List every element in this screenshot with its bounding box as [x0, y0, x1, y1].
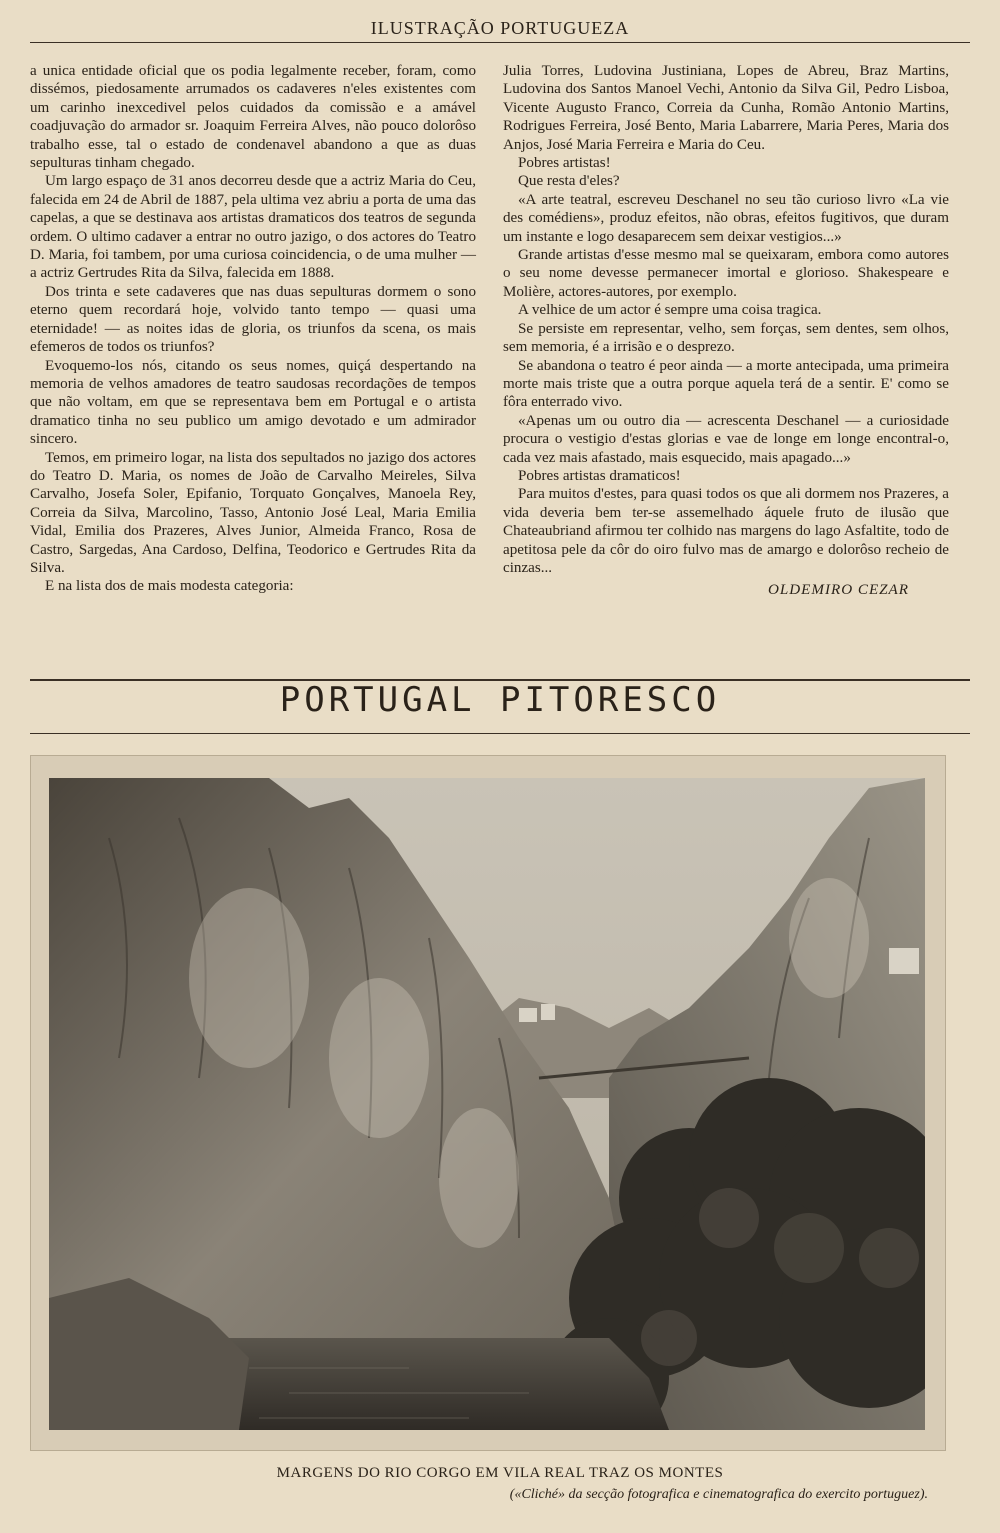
paragraph: a unica entidade oficial que os podia legalmente receber, foram, como dissémos, piedosamente arrumados os cadaveres n'eles existentes com um carinho inexcedivel pelos cuidados da comissão e a amável coadjuvação do armador sr. Joaquim Ferreira Alves, não pouco dolorôso trabalho esse, tal o estado de condenavel abandono a que as duas sepulturas tinham chegado.: [30, 63, 476, 172]
landscape-photo: [49, 778, 925, 1430]
paragraph: «Apenas um ou outro dia — acrescenta Deschanel — a curiosidade procura o vestigio d'estas glorias e vae de longe em longe encontral-o, cada vez mais afastado, mais esquecido, mais apagado...»: [503, 412, 949, 466]
author-signature: OLDEMIRO CEZAR: [767, 582, 909, 599]
paragraph: Grande artistas d'esse mesmo mal se queixaram, embora como autores o seu nome devesse permanecer imortal e glorioso. Shakespeare e Molière, actores-autores, por exemplo.: [503, 247, 949, 300]
paragraph: «A arte teatral, escreveu Deschanel no seu tão curioso livro «La vie des comédiens», produz efeitos, não obras, efeitos fugitivos, que duram um instante e logo desaparecem sem deixar vestigios...»: [503, 191, 949, 245]
photo-credit: («Cliché» da secção fotografica e cinematografica do exercito portuguez).: [509, 1487, 928, 1502]
paragraph: Pobres artistas!: [518, 155, 611, 172]
page-header: ILUSTRAÇÃO PORTUGUEZA: [370, 18, 630, 38]
header-rule: [30, 42, 970, 43]
paragraph: Julia Torres, Ludovina Justiniana, Lopes de Abreu, Braz Martins, Ludovina dos Santos Manoel Vechi, Antonio da Silva Gil, Pedro Lisboa, Vicente Augusto Franco, Correia da Cunha, Romão Antonio Martins, Rodrigues Ferreira, José Bento, Maria Labarrere, Maria Peres, Maria dos Anjos, José Maria Ferreira e Maria do Ceu.: [503, 63, 949, 153]
article-column-right: [503, 62, 949, 600]
article-column-left: [30, 62, 476, 596]
paragraph: Um largo espaço de 31 anos decorreu desde que a actriz Maria do Ceu, falecida em 24 de Abril de 1887, pela ultima vez abriu a porta de uma das capelas, a que se destinava aos artistas dramaticos dos teatros de segunda ordem. O ultimo cadaver a entrar no outro jazigo, o dos actores do Teatro D. Maria, foi tambem, por uma curiosa coincidencia, o de uma mulher — a actriz Gertrudes Rita da Silva, falecida em 1888.: [30, 173, 476, 282]
paragraph: E na lista dos de mais modesta categoria:: [45, 578, 294, 595]
paragraph: Pobres artistas dramaticos!: [518, 467, 681, 484]
paragraph: Evoquemo-los nós, citando os seus nomes, quiçá despertando na memoria de velhos amadores de teatro saudosas recordações de tempos que não voltam, em que se representava bem em Portugal e o artista dramatico tinha no seu publico um amigo devotado e um admirador sincero.: [30, 357, 476, 448]
photo-frame: [30, 755, 946, 1451]
paragraph: Para muitos d'estes, para quasi todos os que ali dormem nos Prazeres, a vida deveria bem ter-se assemelhado áquele fruto de ilusão que Chateaubriand afirmou ter colhido nas margens do lago Asfaltite, todo de apetitosa pele da côr do oiro fulvo mas de amargo e dolorôso recheio de cinzas...: [503, 486, 949, 576]
photo-caption: MARGENS DO RIO CORGO EM VILA REAL TRAZ OS MONTES: [276, 1465, 724, 1481]
section-title: PORTUGAL PITORESCO: [279, 680, 721, 720]
paragraph: Que resta d'eles?: [518, 173, 620, 190]
section-rule: [30, 733, 970, 734]
paragraph: Se persiste em representar, velho, sem forças, sem dentes, sem olhos, sem memoria, é a irrisão e o desprezo.: [503, 320, 949, 356]
paragraph: A velhice de um actor é sempre uma coisa tragica.: [518, 302, 822, 319]
paragraph: Temos, em primeiro logar, na lista dos sepultados no jazigo dos actores do Teatro D. Maria, os nomes de João de Carvalho Meireles, Silva Carvalho, Josefa Soler, Epifanio, Torquato Gonçalves, Manoela Rey, Correia da Silva, Marcolino, Tasso, Antonio José Leal, Maria Emilia Vidal, Emilia dos Prazeres, Alves Junior, Almeida Franco, Rosa de Castro, Sargedas, Ana Cardoso, Delfina, Teodorico e Gertrudes Rita da Silva.: [30, 449, 476, 576]
paragraph: Dos trinta e sete cadaveres que nas duas sepulturas dormem o sono eterno quem recordará hoje, volvido tanto tempo — quasi uma eternidade! — as noites idas de gloria, os triunfos da scena, os mais efemeros de todos os triunfos?: [30, 283, 476, 356]
paragraph: Se abandona o teatro é peor ainda — a morte antecipada, uma primeira morte mais triste que a outra porque aquela terá de a sentir. E' como se fôra enterrado vivo.: [503, 357, 949, 411]
